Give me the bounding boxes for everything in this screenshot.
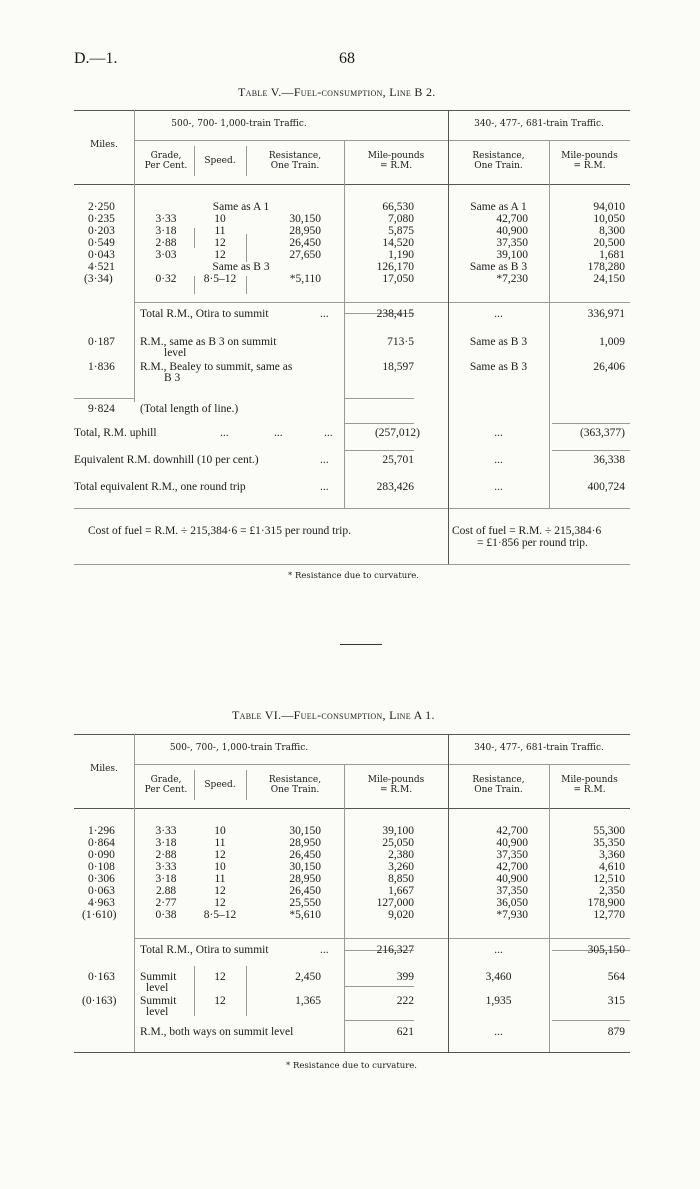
table5-cost-traffic2-l1: Cost of fuel = R.M. ÷ 215,384·6 bbox=[452, 525, 602, 537]
table5-group1-header: 500-, 700- 1,000-train Traffic. bbox=[171, 119, 307, 129]
table5-mp-header-l1: Mile-pounds bbox=[367, 151, 425, 161]
table5-grade-header-l2: Per Cent. bbox=[144, 161, 188, 171]
table5-miles-header: Miles. bbox=[90, 140, 118, 150]
table5-res2-header-l2: One Train. bbox=[474, 161, 523, 171]
table6-total-label: Total R.M., Otira to summit bbox=[140, 944, 269, 956]
table5-mp2-header-l1: Mile-pounds bbox=[561, 151, 618, 161]
document-code: D.—1. bbox=[74, 50, 118, 67]
section-divider bbox=[340, 644, 382, 645]
table6-title: Table VI.—Fuel-consumption, Line A 1. bbox=[232, 708, 435, 722]
table6-group2-header: 340-, 477-, 681-train Traffic. bbox=[474, 743, 604, 753]
table6-footnote: * Resistance due to curvature. bbox=[286, 1061, 418, 1071]
table6: 500-, 700-, 1,000-train Traffic. 340-, 477-, 681-train Traffic. Miles. Grade, Per Cent. Speed. Resistance, One Train. Mile-pounds = R.M. Resistance, One Train. Mile-pounds = R.M. 1·296 3·33 10 30,150 39,100 42,700 55,300 0·864 3·18 11 28,950 25,050 40,900 35,350 0·090 2·88 12 26,450 2,380 37,350 3,360 0·108 3·33 10 30,150 3,260 42,700 4,610 0·306 3·18 11 28,950 8,850 40,900 12,510 0·063 2.88 12 26,450 1,667 37,350 2,350 4·963 2·77 12 25,550 127,000 36,050 178,900 (1·610) 0·38 8·5–12 *5,610 9,020 *7,930 12,770 Total R.M., Otira to summit ... 216,327 ... 305,150 0·163 Summit level 12 2,450 399 3,460 564 (0·163) Summit level 12 1,365 222 1,935 315 R.M., both ways on summit level 621 ... 879 bbox=[74, 734, 630, 1058]
table5-footnote: * Resistance due to curvature. bbox=[288, 571, 420, 581]
table5-res-header-l1: Resistance, bbox=[268, 151, 322, 161]
table5-mp2-header-l2: = R.M. bbox=[573, 161, 606, 171]
table5-mp-header-l2: = R.M. bbox=[379, 161, 413, 171]
table5-res-header-l2: One Train. bbox=[270, 161, 320, 171]
table5-cost-traffic2-l2: = £1·856 per round trip. bbox=[477, 537, 588, 549]
table5-cost-traffic1: Cost of fuel = R.M. ÷ 215,384·6 = £1·315 per round trip. bbox=[88, 525, 351, 537]
table5-group2-header: 340-, 477-, 681-train Traffic. bbox=[474, 119, 604, 129]
table5-grade-header-l1: Grade, bbox=[150, 151, 182, 161]
table5-title: Table V.—Fuel-consumption, Line B 2. bbox=[238, 85, 436, 99]
table5-total-label: Total R.M., Otira to summit bbox=[140, 308, 269, 320]
table5: 500-, 700- 1,000-train Traffic. 340-, 477-, 681-train Traffic. Miles. Grade, Per Cent. Speed. Resistance, One Train. Mile-pounds = R.M. Resistance, One Train. Mile-pounds = R.M. 2·250 Same as A 1 66,530 Same as A 1 94,010 0·235 3·33 10 30,150 7,080 42,700 10,050 0·203 3·18 11 28,950 5,875 40,900 8,300 0·549 2·88 12 26,450 14,520 37,350 20,500 0·043 3·03 12 27,650 1,190 39,100 1,681 4·521 Same as B 3 126,170 Same as B 3 178,280 (3·34) 0·32 8·5–12 *5,110 17,050 *7,230 24,150 Total R.M., Otira to summit ... 238,415 ... 336,971 0·187 R.M., same as B 3 on summit level 713·5 Same as B 3 1,009 1·836 R.M., Bealey to summit, same as B 3 18,597 Same as B 3 26,406 9·824 (Total length of line.) Total, R.M. uphill ... ... ... (257,012) ... (363,377) Equivalent R.M. downhill (10 per cent.) ... 25,701 ... 36,338 Total equivalent R.M., one round trip ... 283,426 ... 400,724 Cost of fuel = R.M. ÷ 215,384·6 = £1·315 per round trip. Cost of fuel = R.M. ÷ 215,384·6 = £1·856 per round trip. bbox=[74, 110, 630, 590]
table5-res2-header-l1: Resistance, bbox=[472, 151, 525, 161]
table5-speed-header: Speed. bbox=[204, 156, 236, 166]
table6-group1-header: 500-, 700-, 1,000-train Traffic. bbox=[169, 743, 309, 753]
page-number: 68 bbox=[339, 50, 355, 67]
table6-miles-header: Miles. bbox=[90, 764, 118, 774]
